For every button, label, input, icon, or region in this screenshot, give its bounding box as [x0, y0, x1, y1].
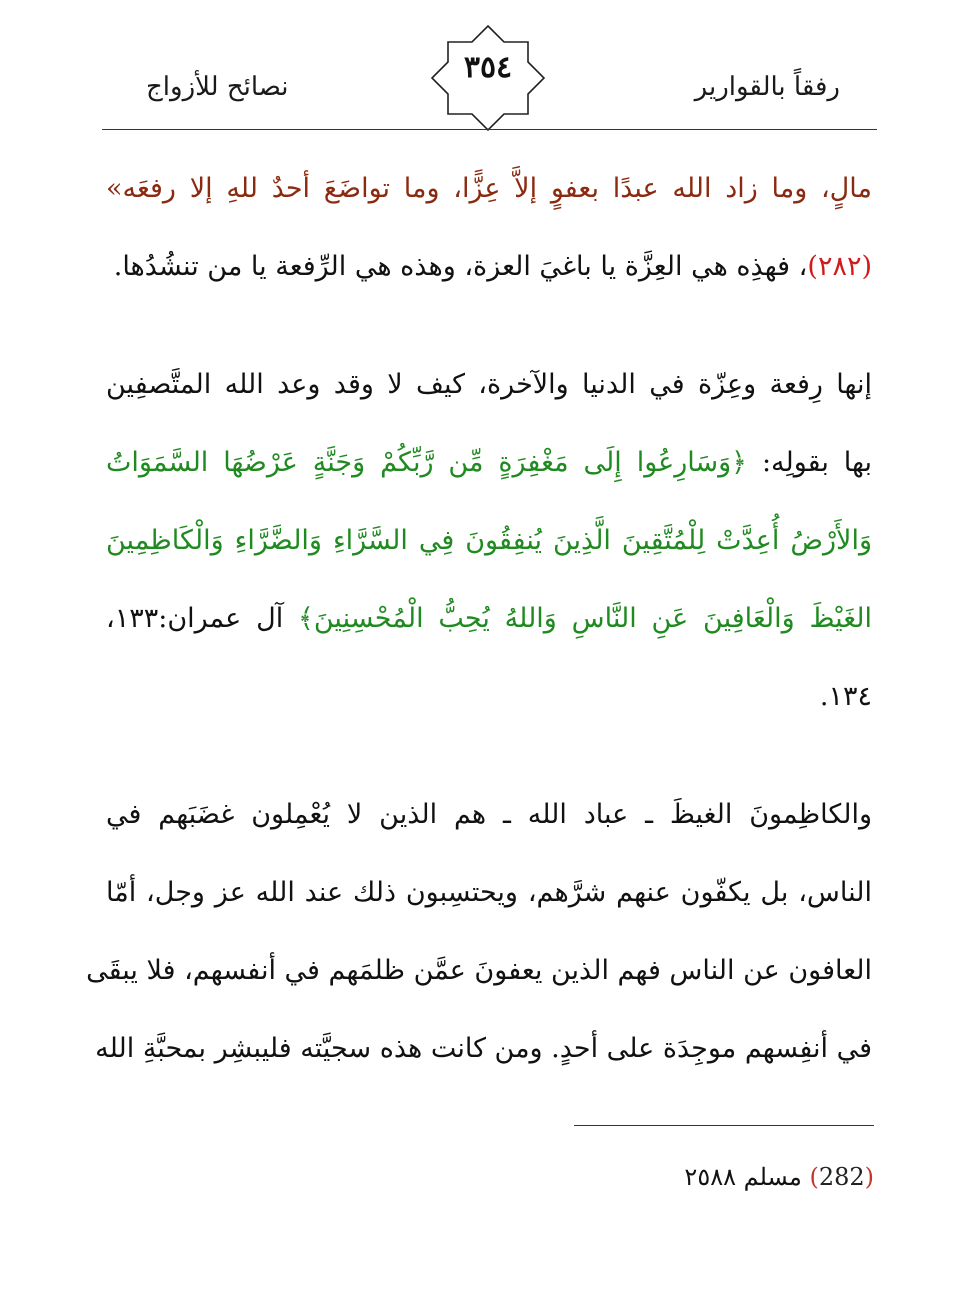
verse-citation: ١٣٤. — [819, 681, 872, 712]
paragraph-text: ، فهذِه هي العِزَّة يا باغيَ العزة، وهذه هي الرِّفعة يا من تنشُدُها. — [113, 251, 808, 282]
text-line — [106, 150, 872, 228]
quran-verse: وَالأَرْضُ أُعِدَّتْ لِلْمُتَّقِينَ الَّذِينَ يُنفِقُونَ فِي السَّرَّاءِ وَالضَّرَّاءِ وَالْكَاظِمِينَ — [106, 525, 872, 556]
verse-citation: آل عمران:١٣٣، — [106, 603, 299, 634]
text-line — [106, 776, 872, 854]
text-line — [106, 228, 872, 306]
text-line — [106, 580, 872, 658]
main-text — [86, 150, 872, 1088]
text-line — [106, 346, 872, 424]
footnote-number: 282 — [818, 1163, 865, 1191]
running-title-chapter: نصائح للأزواج — [146, 72, 289, 102]
footnote-open-paren: ( — [864, 1163, 874, 1191]
text-line — [106, 502, 872, 580]
paragraph-text: في أنفِسهم موجِدَة على أحدٍ. ومن كانت هذه سجيَّته فليبشِر بمحبَّةِ الله — [95, 1033, 872, 1064]
paragraph-text: والكاظِمونَ الغيظَ ـ عباد الله ـ هم الذين لا يُعْمِلون غضَبَهم في — [106, 799, 872, 830]
footnote — [684, 1163, 874, 1191]
paragraph-text: الناس، بل يكفّون عنهم شرَّهم، ويحتسِبون ذلك عند الله عز وجل، أمّا — [106, 877, 872, 908]
hadith-quote: مالٍ، وما زاد الله عبدًا بعفوٍ إلاَّ عِزًّا، وما تواضَعَ أحدٌ للهِ إلا رفعَه» — [106, 173, 872, 204]
footnote-reference[interactable]: (٢٨٢) — [807, 251, 872, 282]
paragraph-text: بها بقولِه: — [747, 447, 872, 478]
paragraph-text: إنها رِفعة وعِزّة في الدنيا والآخرة، كيف لا وقد وعد الله المتَّصفِين — [106, 369, 872, 400]
text-line — [106, 658, 872, 736]
footnote-close-paren: ) — [809, 1163, 819, 1191]
header-divider — [102, 129, 877, 130]
text-line — [86, 932, 872, 1010]
footnote-text: مسلم ٢٥٨٨ — [684, 1163, 810, 1191]
page-number: ٣٥٤ — [463, 50, 513, 85]
paragraph-text: العافون عن الناس فهم الذين يعفونَ عمَّن ظلمَهم في أنفسهم، فلا يبقَى — [86, 955, 872, 986]
quran-verse: ﴿وَسَارِعُوا إِلَى مَغْفِرَةٍ مِّن رَّبِّكُمْ وَجَنَّةٍ عَرْضُهَا السَّمَوَاتُ — [106, 447, 747, 478]
quran-verse: الغَيْظَ وَالْعَافِينَ عَنِ النَّاسِ وَاللهُ يُحِبُّ الْمُحْسِنِينَ﴾ — [298, 603, 872, 634]
text-line — [106, 854, 872, 932]
text-line — [106, 424, 872, 502]
page-number-ornament — [428, 24, 548, 132]
footnote-divider — [574, 1125, 874, 1126]
running-title-book: رفقاً بالقوارير — [694, 72, 840, 102]
text-line — [95, 1010, 872, 1088]
